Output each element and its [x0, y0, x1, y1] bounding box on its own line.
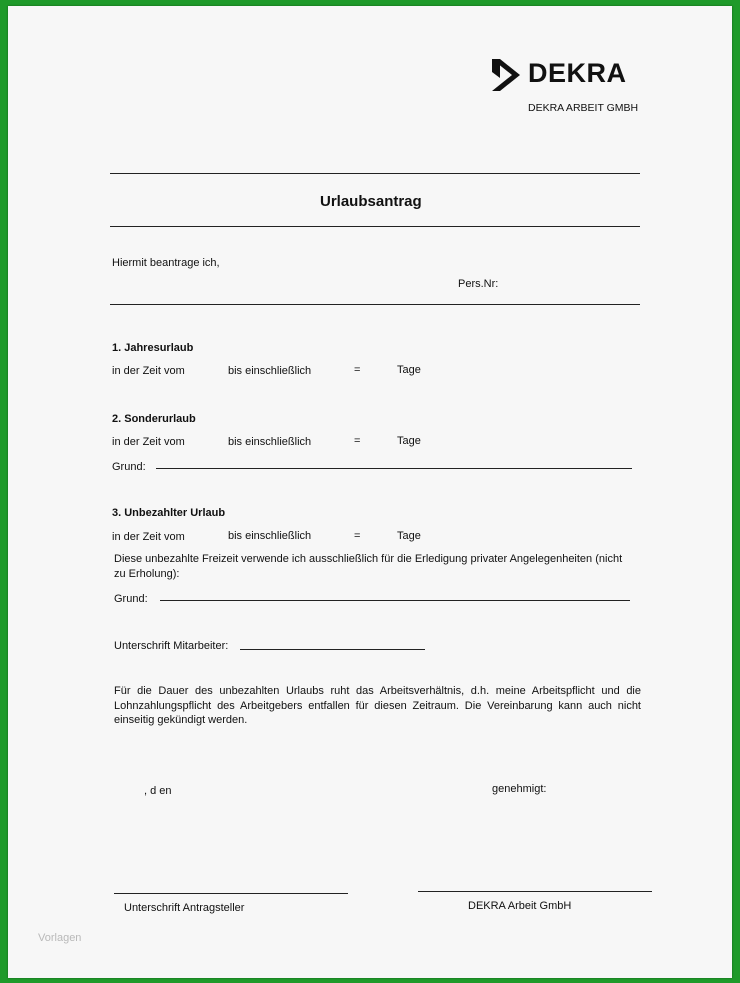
section-3-note: Diese unbezahlte Freizeit verwende ich ausschließlich für die Erledigung privater Angelegenheiten (nicht zu Erholung):	[114, 553, 623, 580]
section-2-heading: 2. Sonderurlaub	[112, 413, 196, 425]
section-3-from-label: in der Zeit vom	[112, 531, 185, 543]
dekra-logo-icon	[490, 56, 524, 94]
employee-signature-line[interactable]	[240, 649, 425, 650]
section-3-heading: 3. Unbezahlter Urlaub	[112, 507, 226, 519]
section-3-reason-line[interactable]	[160, 600, 630, 601]
intro-text: Hiermit beantrage ich,	[112, 257, 220, 269]
place-date-label: , d en	[144, 785, 172, 797]
top-divider	[110, 173, 640, 174]
section-2-reason-line[interactable]	[156, 468, 632, 469]
section-2-equals: =	[354, 435, 361, 447]
section-2-reason-label: Grund:	[112, 461, 146, 473]
section-1-days-label: Tage	[397, 364, 421, 376]
section-1-equals: =	[354, 364, 361, 376]
section-3-reason-label: Grund:	[114, 593, 148, 605]
section-3-equals: =	[354, 530, 361, 542]
company-signature-line[interactable]	[418, 891, 652, 892]
section-3-days-label: Tage	[397, 530, 421, 542]
section-1-heading: 1. Jahresurlaub	[112, 342, 194, 354]
section-3-until-label: bis einschließlich	[228, 530, 312, 542]
logo-wordmark: DEKRA	[528, 58, 627, 88]
company-subtitle: DEKRA ARBEIT GMBH	[528, 102, 639, 114]
approved-label: genehmigt:	[492, 783, 547, 795]
legal-text: Für die Dauer des unbezahlten Urlaubs ruht das Arbeitsverhältnis, d.h. meine Arbeitspflicht und die Lohnzahlungspflicht des Arbeitgebers entfallen für diesen Zeitraum. Die Vereinbarung kann auch nicht einseitig gekündigt werden.	[114, 685, 641, 726]
section-1-until-label: bis einschließlich	[228, 365, 312, 377]
section-1-from-label: in der Zeit vom	[112, 365, 185, 377]
company-signature-label: DEKRA Arbeit GmbH	[468, 900, 572, 912]
document-page	[8, 6, 732, 978]
applicant-signature-line[interactable]	[114, 893, 348, 894]
title-divider	[110, 226, 640, 227]
section-2-until-label: bis einschließlich	[228, 436, 312, 448]
watermark: Vorlagen	[38, 932, 82, 944]
section-2-from-label: in der Zeit vom	[112, 436, 185, 448]
section-2-days-label: Tage	[397, 435, 421, 447]
name-line[interactable]	[110, 304, 640, 305]
employee-signature-label: Unterschrift Mitarbeiter:	[114, 640, 229, 652]
page-title: Urlaubsantrag	[320, 193, 422, 210]
applicant-signature-label: Unterschrift Antragsteller	[124, 902, 245, 914]
pers-nr-label: Pers.Nr:	[458, 278, 499, 290]
